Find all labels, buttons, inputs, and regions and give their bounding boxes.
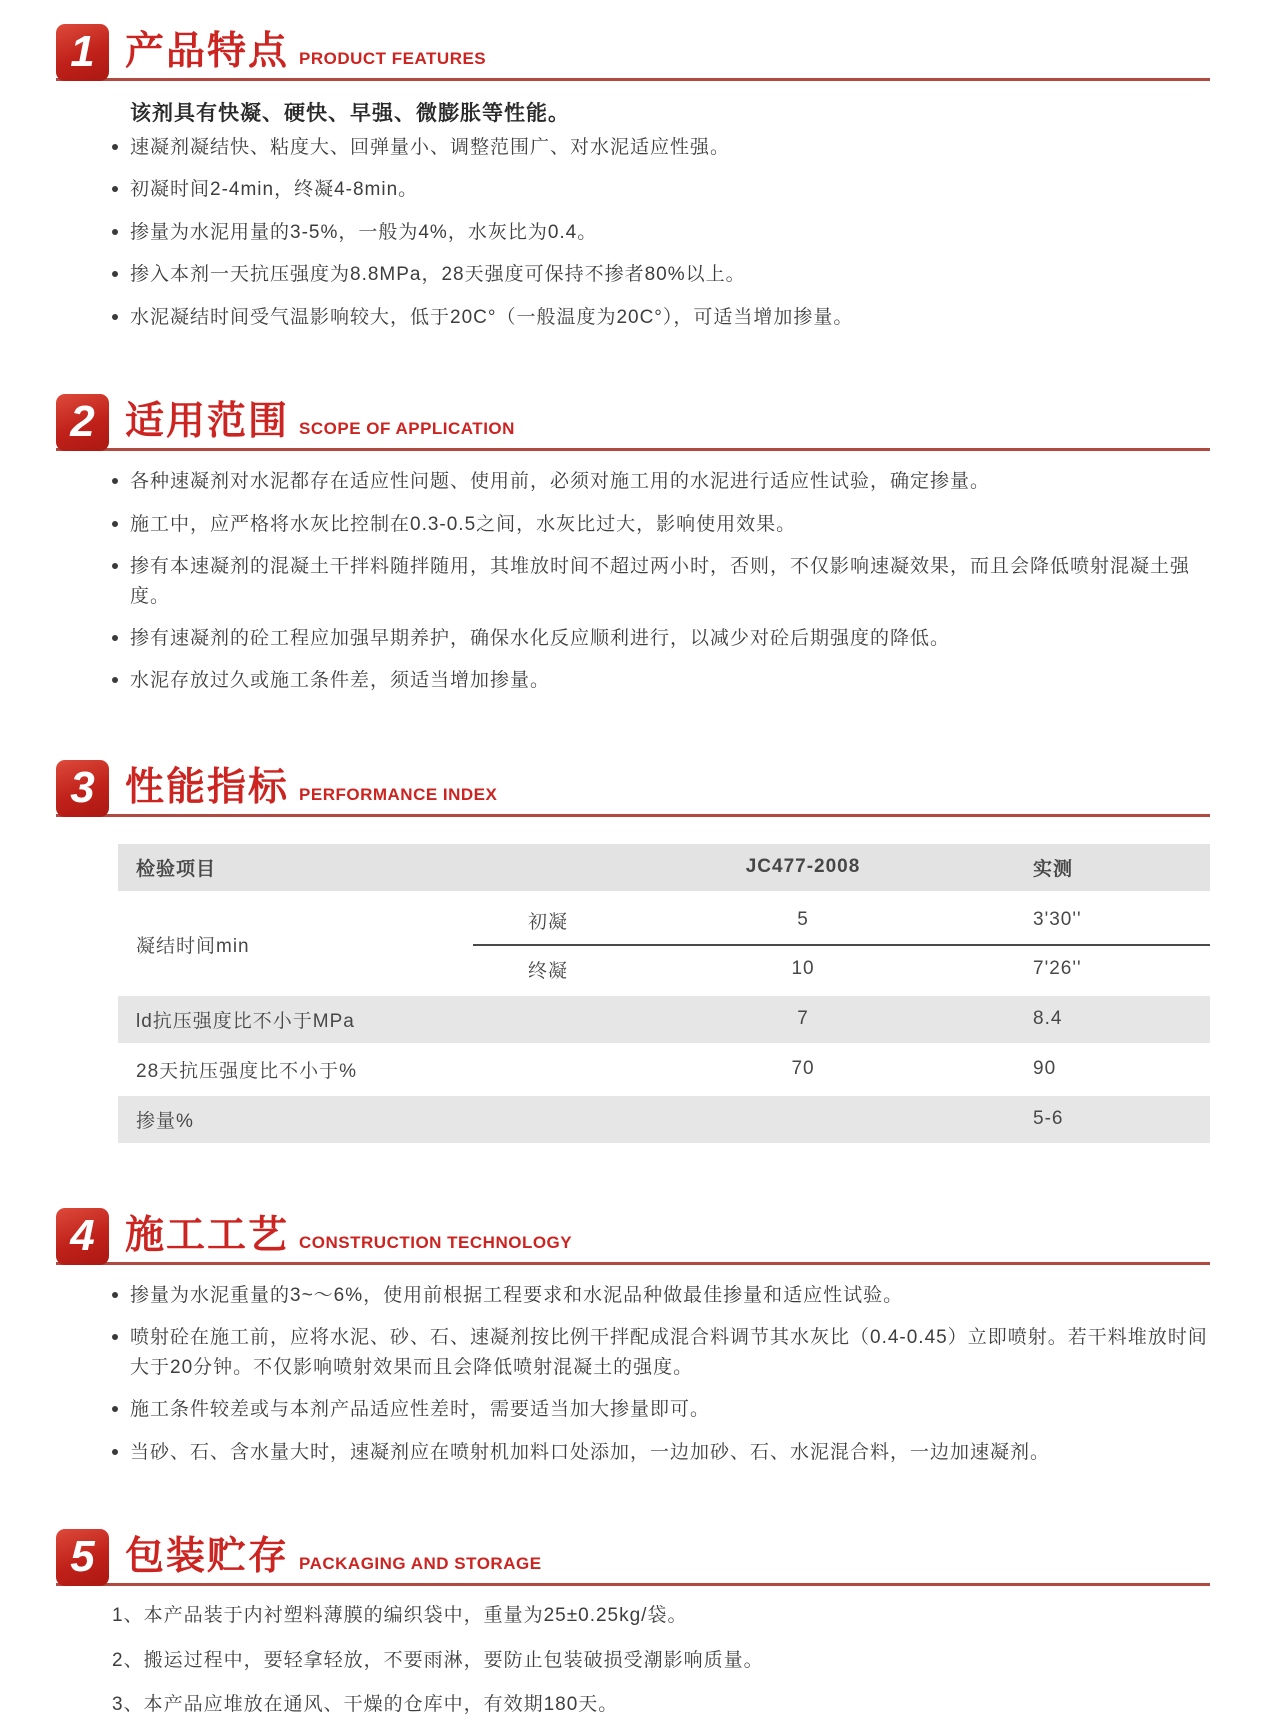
list-item [112,303,1210,332]
list-item [112,133,1210,162]
bullet-text: 施工条件较差或与本剂产品适应性差时，需要适当加大掺量即可。 [130,1399,711,1421]
cell-standard-value: 7 [623,994,983,1044]
numbered-item: 3、本产品应堆放在通风、干燥的仓库中，有效期180天。 [112,1694,619,1715]
cell-measured-value: 8.4 [983,994,1210,1044]
cell-standard-value: 70 [791,1058,815,1080]
cell-row-label: ld抗压强度比不小于MPa [118,994,623,1044]
bullet-text: 施工中，应严格将水灰比控制在0.3-0.5之间，水灰比过大，影响使用效果。 [130,513,797,535]
cell-sub-name: 终凝 [528,960,569,982]
list-item [112,218,1210,247]
bullet-dot-icon [112,521,118,527]
section-3-subtitle: PERFORMANCE INDEX [299,784,498,804]
list-item [112,1395,1210,1424]
bullet-dot-icon [112,144,118,150]
bullet-dot-icon [112,186,118,192]
list-item [112,1281,1210,1310]
bullet-dot-icon [112,1406,118,1412]
section-1-header [56,24,1210,81]
bullet-dot-icon [112,1292,118,1298]
section-1-title: 产品特点 [125,30,290,73]
list-item [112,666,1210,695]
section-4-number-badge: 4 [56,1208,109,1265]
header-cell-measured: 实测 [983,842,1210,894]
section-2-header [56,394,1210,451]
cell-measured-value: 7'26'' [1033,958,1082,980]
cell-setting-time-label: 凝结时间min [136,936,250,958]
list-item [112,175,1210,204]
table-header-row [118,842,1210,894]
section-5-number-badge: 5 [56,1529,109,1586]
bullet-dot-icon [112,1449,118,1455]
table-row-1d-strength [118,994,1210,1044]
header-cell-item: 检验项目 [118,842,623,894]
bullet-dot-icon [112,677,118,683]
section-4-title: 施工工艺 [125,1213,290,1257]
table-row-28d-strength [118,1044,1210,1094]
bullet-dot-icon [112,1334,118,1340]
bullet-text: 喷射砼在施工前，应将水泥、砂、石、速凝剂按比例干拌配成混合料调节其水灰比（0.4-0.45）立即喷射。若干料堆放时间大于20分钟。不仅影响喷射效果而且会降低喷射混凝土的强度。 [130,1327,1208,1378]
bullet-dot-icon [112,478,118,484]
bullet-text: 掺有速凝剂的砼工程应加强早期养护，确保水化反应顺利进行，以减少对砼后期强度的降低。 [130,627,951,649]
numbered-item: 1、本产品装于内衬塑料薄膜的编织袋中，重量为25±0.25kg/袋。 [112,1605,688,1626]
bullet-text: 掺量为水泥用量的3-5%，一般为4%，水灰比为0.4。 [130,221,598,243]
section-5-title: 包装贮存 [125,1535,290,1578]
bullet-text: 掺入本剂一天抗压强度为8.8MPa，28天强度可保持不掺者80%以上。 [130,264,746,286]
cell-standard-value [623,1094,983,1144]
bullet-text: 各种速凝剂对水泥都存在适应性问题、使用前，必须对施工用的水泥进行适应性试验，确定掺量。 [130,471,991,493]
bullet-text: 水泥存放过久或施工条件差，须适当增加掺量。 [130,670,551,692]
cell-sub-name: 初凝 [473,894,623,945]
list-item [112,552,1210,611]
cell-row-label: 掺量% [118,1094,623,1144]
bullet-dot-icon [112,563,118,569]
bullet-dot-icon [112,314,118,320]
performance-index-table [118,841,1210,1146]
bullet-text: 初凝时间2-4min，终凝4-8min。 [130,179,419,201]
section-2-subtitle: SCOPE OF APPLICATION [299,419,515,439]
table-row-setting-time-initial [118,894,1210,945]
bullet-text: 速凝剂凝结快、粘度大、回弹量小、调整范围广、对水泥适应性强。 [130,137,731,158]
bullet-text: 掺有本速凝剂的混凝土干拌料随拌随用，其堆放时间不超过两小时，否则，不仅影响速凝效果，而且会降低喷射混凝土强度。 [130,556,1191,607]
numbered-item: 2、搬运过程中，要轻拿轻放，不要雨淋，要防止包装破损受潮影响质量。 [112,1649,764,1671]
bullet-dot-icon [112,229,118,235]
section-1-intro: 该剂具有快凝、硬快、早强、微膨胀等性能。 [130,102,570,125]
section-4-header [56,1208,1210,1265]
table-row-dosage [118,1094,1210,1144]
cell-measured-value: 3'30'' [983,894,1210,945]
section-3-number-badge: 3 [56,760,109,817]
header-cell-standard: JC477-2008 [623,842,983,894]
cell-row-label: 28天抗压强度比不小于% [136,1060,358,1082]
section-3-header [56,760,1210,817]
list-item [112,467,1210,496]
list-item [112,260,1210,289]
cell-standard-value: 10 [791,958,815,980]
cell-measured-value: 90 [1033,1058,1057,1080]
section-4-subtitle: CONSTRUCTION TECHNOLOGY [299,1232,573,1252]
section-1-content [112,97,1210,332]
bullet-dot-icon [112,635,118,641]
bullet-dot-icon [112,271,118,277]
section-3-title: 性能指标 [125,765,290,809]
bullet-text: 当砂、石、含水量大时，速凝剂应在喷射机加料口处添加，一边加砂、石、水泥混合料，一边加速凝剂。 [130,1441,1051,1463]
bullet-text: 水泥凝结时间受气温影响较大，低于20C°（一般温度为20C°），可适当增加掺量。 [130,306,854,328]
section-5-content [112,1602,1210,1720]
section-5-subtitle: PACKAGING AND STORAGE [299,1554,542,1573]
section-4-content [112,1281,1210,1467]
cell-measured-value: 5-6 [983,1094,1210,1144]
section-1-subtitle: PRODUCT FEATURES [299,49,487,68]
list-item [112,1323,1210,1382]
section-5-header [56,1529,1210,1586]
cell-standard-value: 5 [623,894,983,945]
section-2-number-badge: 2 [56,394,109,451]
section-2-content [112,467,1210,696]
bullet-text: 掺量为水泥重量的3~～6%，使用前根据工程要求和水泥品种做最佳掺量和适应性试验。 [130,1284,904,1306]
section-2-title: 适用范围 [125,400,290,444]
list-item [112,624,1210,653]
list-item [112,510,1210,539]
list-item [112,1438,1210,1467]
section-1-number-badge: 1 [56,24,109,81]
